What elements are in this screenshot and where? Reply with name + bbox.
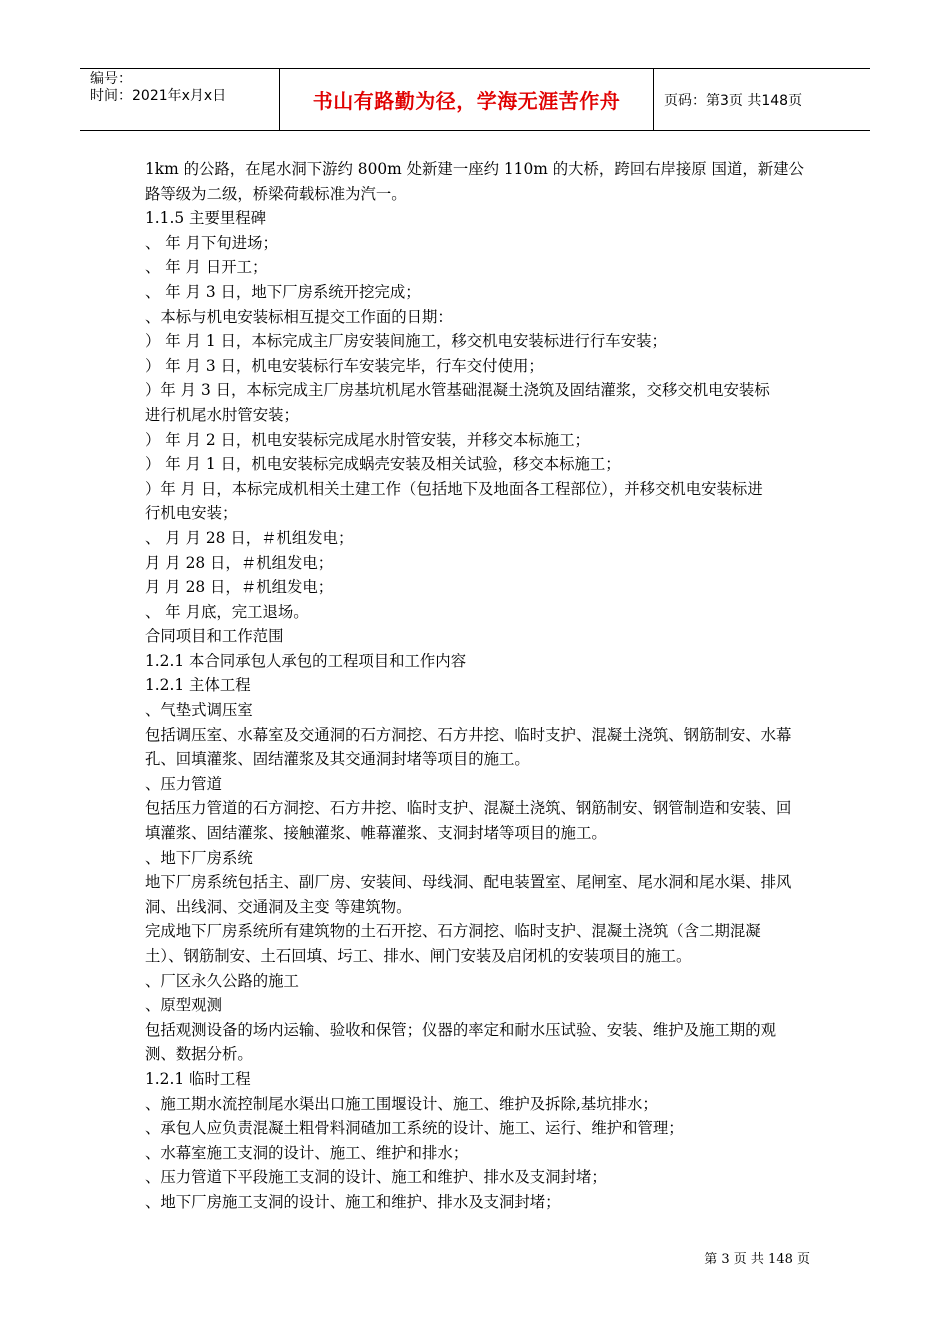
text-line: 1km 的公路，在尾水洞下游约 800m 处新建一座约 110m 的大桥，跨回右岸接原 国道，新建公 (145, 160, 804, 178)
text-line: 、 年 月 日开工； (145, 258, 268, 277)
text-line: 测、数据分析。 (145, 1045, 253, 1064)
text-line: ） 年 月 1 日，机电安装标完成蜗壳安装及相关试验，移交本标施工； (145, 455, 621, 474)
header-motto: 书山有路勤为径，学海无涯苦作舟 (280, 69, 654, 130)
text-line: 1.2.1 临时工程 (145, 1069, 251, 1088)
text-line: 月 月 28 日，＃机组发电； (145, 553, 334, 572)
text-line: 、气垫式调压室 (145, 701, 253, 720)
text-line: 、 年 月下旬进场； (145, 233, 278, 252)
text-line: ） 年 月 2 日，机电安装标完成尾水肘管安装，并移交本标施工； (145, 430, 590, 449)
text-line: 填灌浆、固结灌浆、接触灌浆、帷幕灌浆、支洞封堵等项目的施工。 (145, 824, 607, 843)
text-line: 路等级为二级，桥梁荷载标准为汽一。 (145, 184, 407, 203)
time-label: 时间：2021年x月x日 (90, 88, 227, 104)
text-line: 1.2.1 主体工程 (145, 676, 251, 695)
page-footer: 第 3 页 共 148 页 (704, 1252, 810, 1267)
text-line: 、 年 月 3 日，地下厂房系统开挖完成； (145, 282, 421, 301)
text-line: ）年 月 日，本标完成机相关土建工作（包括地下及地面各工程部位），并移交机电安装标进 (145, 479, 763, 498)
text-line: 1.1.5 主要里程碑 (145, 209, 267, 228)
text-line: 包括压力管道的石方洞挖、石方井挖、临时支护、混凝土浇筑、钢筋制安、钢管制造和安装、回 (145, 799, 792, 818)
text-line: 行机电安装； (145, 504, 238, 523)
text-line: 包括调压室、水幕室及交通洞的石方洞挖、石方井挖、临时支护、混凝土浇筑、钢筋制安、水幕 (145, 725, 792, 744)
text-line: 、承包人应负责混凝土粗骨料洞碴加工系统的设计、施工、运行、维护和管理； (145, 1119, 684, 1138)
text-line: 、厂区永久公路的施工 (145, 971, 299, 990)
text-line: ）年 月 3 日，本标完成主厂房基坑机尾水管基础混凝土浇筑及固结灌浆，交移交机电安装标 (145, 381, 770, 400)
page-header (80, 68, 870, 131)
text-line: 洞、出线洞、交通洞及主变 等建筑物。 (145, 897, 412, 916)
text-line: 、压力管道 (145, 774, 222, 793)
text-line: 地下厂房系统包括主、副厂房、安装间、母线洞、配电装置室、尾闸室、尾水洞和尾水渠、排风 (145, 873, 792, 892)
text-line: 、 月 月 28 日，＃机组发电； (145, 528, 354, 547)
text-line: 、 年 月底，完工退场。 (145, 602, 309, 621)
header-page-info: 页码：第3页 共148页 (664, 92, 803, 109)
header-meta (80, 69, 280, 130)
text-line: 、地下厂房系统 (145, 848, 253, 867)
text-line: ） 年 月 3 日，机电安装标行车安装完毕，行车交付使用； (145, 356, 544, 375)
text-line: 合同项目和工作范围 (145, 627, 284, 646)
text-line: ） 年 月 1 日，本标完成主厂房安装间施工，移交机电安装标进行行车安装； (145, 332, 667, 351)
text-line: 完成地下厂房系统所有建筑物的土石开挖、石方洞挖、临时支护、混凝土浇筑（含二期混凝 (145, 922, 761, 941)
text-line: 包括观测设备的场内运输、验收和保管；仪器的率定和耐水压试验、安装、维护及施工期的观 (145, 1020, 777, 1039)
text-line: 月 月 28 日，＃机组发电； (145, 578, 334, 597)
text-line: 、施工期水流控制尾水渠出口施工围堰设计、施工、维护及拆除,基坑排水； (145, 1094, 658, 1113)
number-label: 编号： (90, 71, 132, 87)
text-line: 、压力管道下平段施工支洞的设计、施工和维护、排水及支洞封堵； (145, 1168, 607, 1187)
text-line: 孔、回填灌浆、固结灌浆及其交通洞封堵等项目的施工。 (145, 750, 530, 769)
text-line: 、地下厂房施工支洞的设计、施工和维护、排水及支洞封堵； (145, 1192, 561, 1211)
document-body (145, 157, 810, 1215)
text-line: 进行机尾水肘管安装； (145, 405, 299, 424)
text-line: 1.2.1 本合同承包人承包的工程项目和工作内容 (145, 651, 467, 670)
text-line: 、本标与机电安装标相互提交工作面的日期： (145, 307, 453, 326)
text-line: 土）、钢筋制安、土石回填、圬工、排水、闸门安装及启闭机的安装项目的施工。 (145, 947, 692, 965)
text-line: 、水幕室施工支洞的设计、施工、维护和排水； (145, 1143, 469, 1162)
text-line: 、原型观测 (145, 996, 222, 1015)
